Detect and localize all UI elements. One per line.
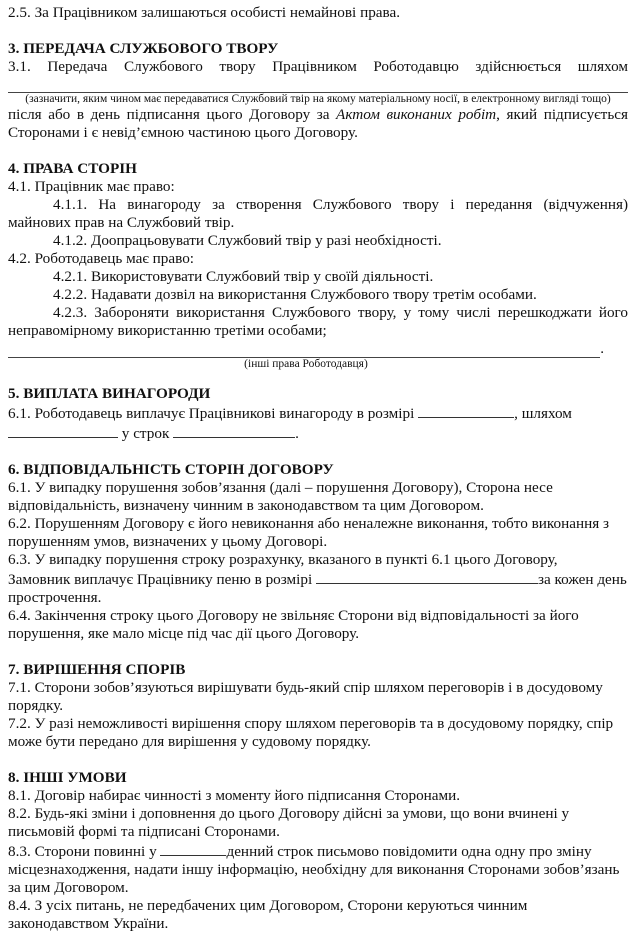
text: . bbox=[600, 340, 604, 357]
clause-7-1: 7.1. Сторони зобов’язуються вирішувати будь-який спір шляхом переговорів і в досудовому порядку. bbox=[8, 679, 603, 714]
note-other-rights: (інші права Роботодавця) bbox=[244, 358, 368, 370]
clause-6-1: 6.1. У випадку порушення зобов’язання (далі – порушення Договору), Сторона несе відповідальність, визначену чинним в законодавством та цим Договором. bbox=[8, 479, 553, 514]
clause-7-2: 7.2. У разі неможливості вирішення спору шляхом переговорів та в досудовому порядку, спір може бути передано для вирішення у судовому порядку. bbox=[8, 715, 614, 750]
clause-8-4: 8.4. З усіх питань, не передбачених цим Договором, Сторони керуються чинним законодавством України. bbox=[8, 897, 528, 932]
spacer bbox=[8, 371, 628, 385]
spacer bbox=[8, 142, 628, 160]
fill-in-notice-days[interactable] bbox=[160, 841, 226, 856]
note-transfer-method: (зазначити, яким чином має передаватися Службовий твір на якому матеріальному носії, в електронному вигляді тощо) bbox=[25, 93, 611, 105]
clause-8-3 bbox=[8, 841, 628, 897]
clause-6-3-line1: 6.3. У випадку порушення строку розрахунку, вказаного в пункті 6.1 цього Договору, bbox=[8, 551, 558, 568]
clause-4-2-3: 4.2.3. Забороняти використання Службового твору, у тому числі перешкоджати його неправомірному використанню третіми особами; bbox=[8, 304, 628, 339]
fill-in-line-transfer-method[interactable] bbox=[8, 78, 628, 93]
fill-in-payment-term[interactable] bbox=[173, 423, 295, 438]
spacer bbox=[8, 443, 628, 461]
section-4-title: 4. ПРАВА СТОРІН bbox=[8, 160, 137, 177]
clause-2-5: 2.5. За Працівником залишаються особисті немайнові права. bbox=[8, 4, 401, 21]
clause-8-2: 8.2. Будь-які зміни і доповнення до цього Договору дійсні за умови, що вони вчинені у письмовій формі та підписані Сторонами. bbox=[8, 805, 570, 840]
clause-3-1-line1: 3.1. Передача Службового твору Працівником Роботодавцю здійснюється шляхом bbox=[8, 58, 628, 75]
clause-4-2-1: 4.2.1. Використовувати Службовий твір у своїй діяльності. bbox=[53, 268, 434, 285]
text: , який підписується Сторонами і є невід’ємною частиною цього Договору. bbox=[8, 106, 628, 141]
text: . bbox=[295, 425, 299, 442]
act-of-work-emphasis: Актом виконаних робіт bbox=[336, 106, 497, 123]
fill-in-payment-method[interactable] bbox=[8, 423, 118, 438]
section-3-title: 3. ПЕРЕДАЧА СЛУЖБОВОГО ТВОРУ bbox=[8, 40, 279, 57]
text: денний строк письмово повідомити одна одну про зміну місцезнаходження, надати іншу інформацію, необхідну для виконання Сторонами зобов’язань за цим Договором. bbox=[8, 843, 620, 896]
clause-6-3-line3: прострочення. bbox=[8, 589, 102, 606]
spacer bbox=[8, 751, 628, 769]
clause-4-1-1: 4.1.1. На винагороду за створення Службового твору і передання (відчуження) майнових прав на Службовий твір. bbox=[8, 196, 628, 231]
text: за кожен день bbox=[538, 571, 627, 588]
text: у строк bbox=[118, 425, 174, 442]
clause-6-3-line2 bbox=[8, 569, 628, 589]
clause-8-1: 8.1. Договір набирає чинності з моменту його підписання Сторонами. bbox=[8, 787, 461, 804]
spacer bbox=[8, 643, 628, 661]
text: після або в день підписання цього Договору за bbox=[8, 106, 337, 123]
fill-in-penalty[interactable] bbox=[316, 569, 538, 584]
fill-in-amount[interactable] bbox=[418, 403, 514, 418]
section-8-title: 8. ІНШІ УМОВИ bbox=[8, 769, 127, 786]
clause-4-1: 4.1. Працівник має право: bbox=[8, 178, 175, 195]
text: 6.1. Роботодавець виплачує Працівникові винагороду в розмірі bbox=[8, 405, 419, 422]
section-7-title: 7. ВИРІШЕННЯ СПОРІВ bbox=[8, 661, 186, 678]
text: , шляхом bbox=[514, 405, 572, 422]
clause-4-1-2: 4.1.2. Доопрацьовувати Службовий твір у разі необхідності. bbox=[53, 232, 442, 249]
text: 8.3. Сторони повинні у bbox=[8, 843, 161, 860]
clause-4-2-2: 4.2.2. Надавати дозвіл на використання Службового твору третім особами. bbox=[53, 286, 537, 303]
section-6-title: 6. ВІДПОВІДАЛЬНІСТЬ СТОРІН ДОГОВОРУ bbox=[8, 461, 334, 478]
fill-in-other-rights bbox=[8, 340, 604, 358]
clause-3-1-line2 bbox=[8, 106, 628, 142]
clause-6-4: 6.4. Закінчення строку цього Договору не звільняє Сторони від відповідальності за його порушення, яке мало місце під час дії цього Договору. bbox=[8, 607, 579, 642]
clause-4-2: 4.2. Роботодавець має право: bbox=[8, 250, 195, 267]
fill-in-line-other-rights[interactable] bbox=[8, 343, 600, 358]
section-5-title: 5. ВИПЛАТА ВИНАГОРОДИ bbox=[8, 385, 211, 402]
clause-5-1-line2 bbox=[8, 423, 628, 443]
clause-6-2: 6.2. Порушенням Договору є його невиконання або неналежне виконання, тобто виконання з порушенням умов, визначених у цьому Договорі. bbox=[8, 515, 610, 550]
spacer bbox=[8, 22, 628, 40]
text: Замовник виплачує Працівнику пеню в розмірі bbox=[8, 571, 316, 588]
clause-5-1-line1 bbox=[8, 403, 628, 423]
